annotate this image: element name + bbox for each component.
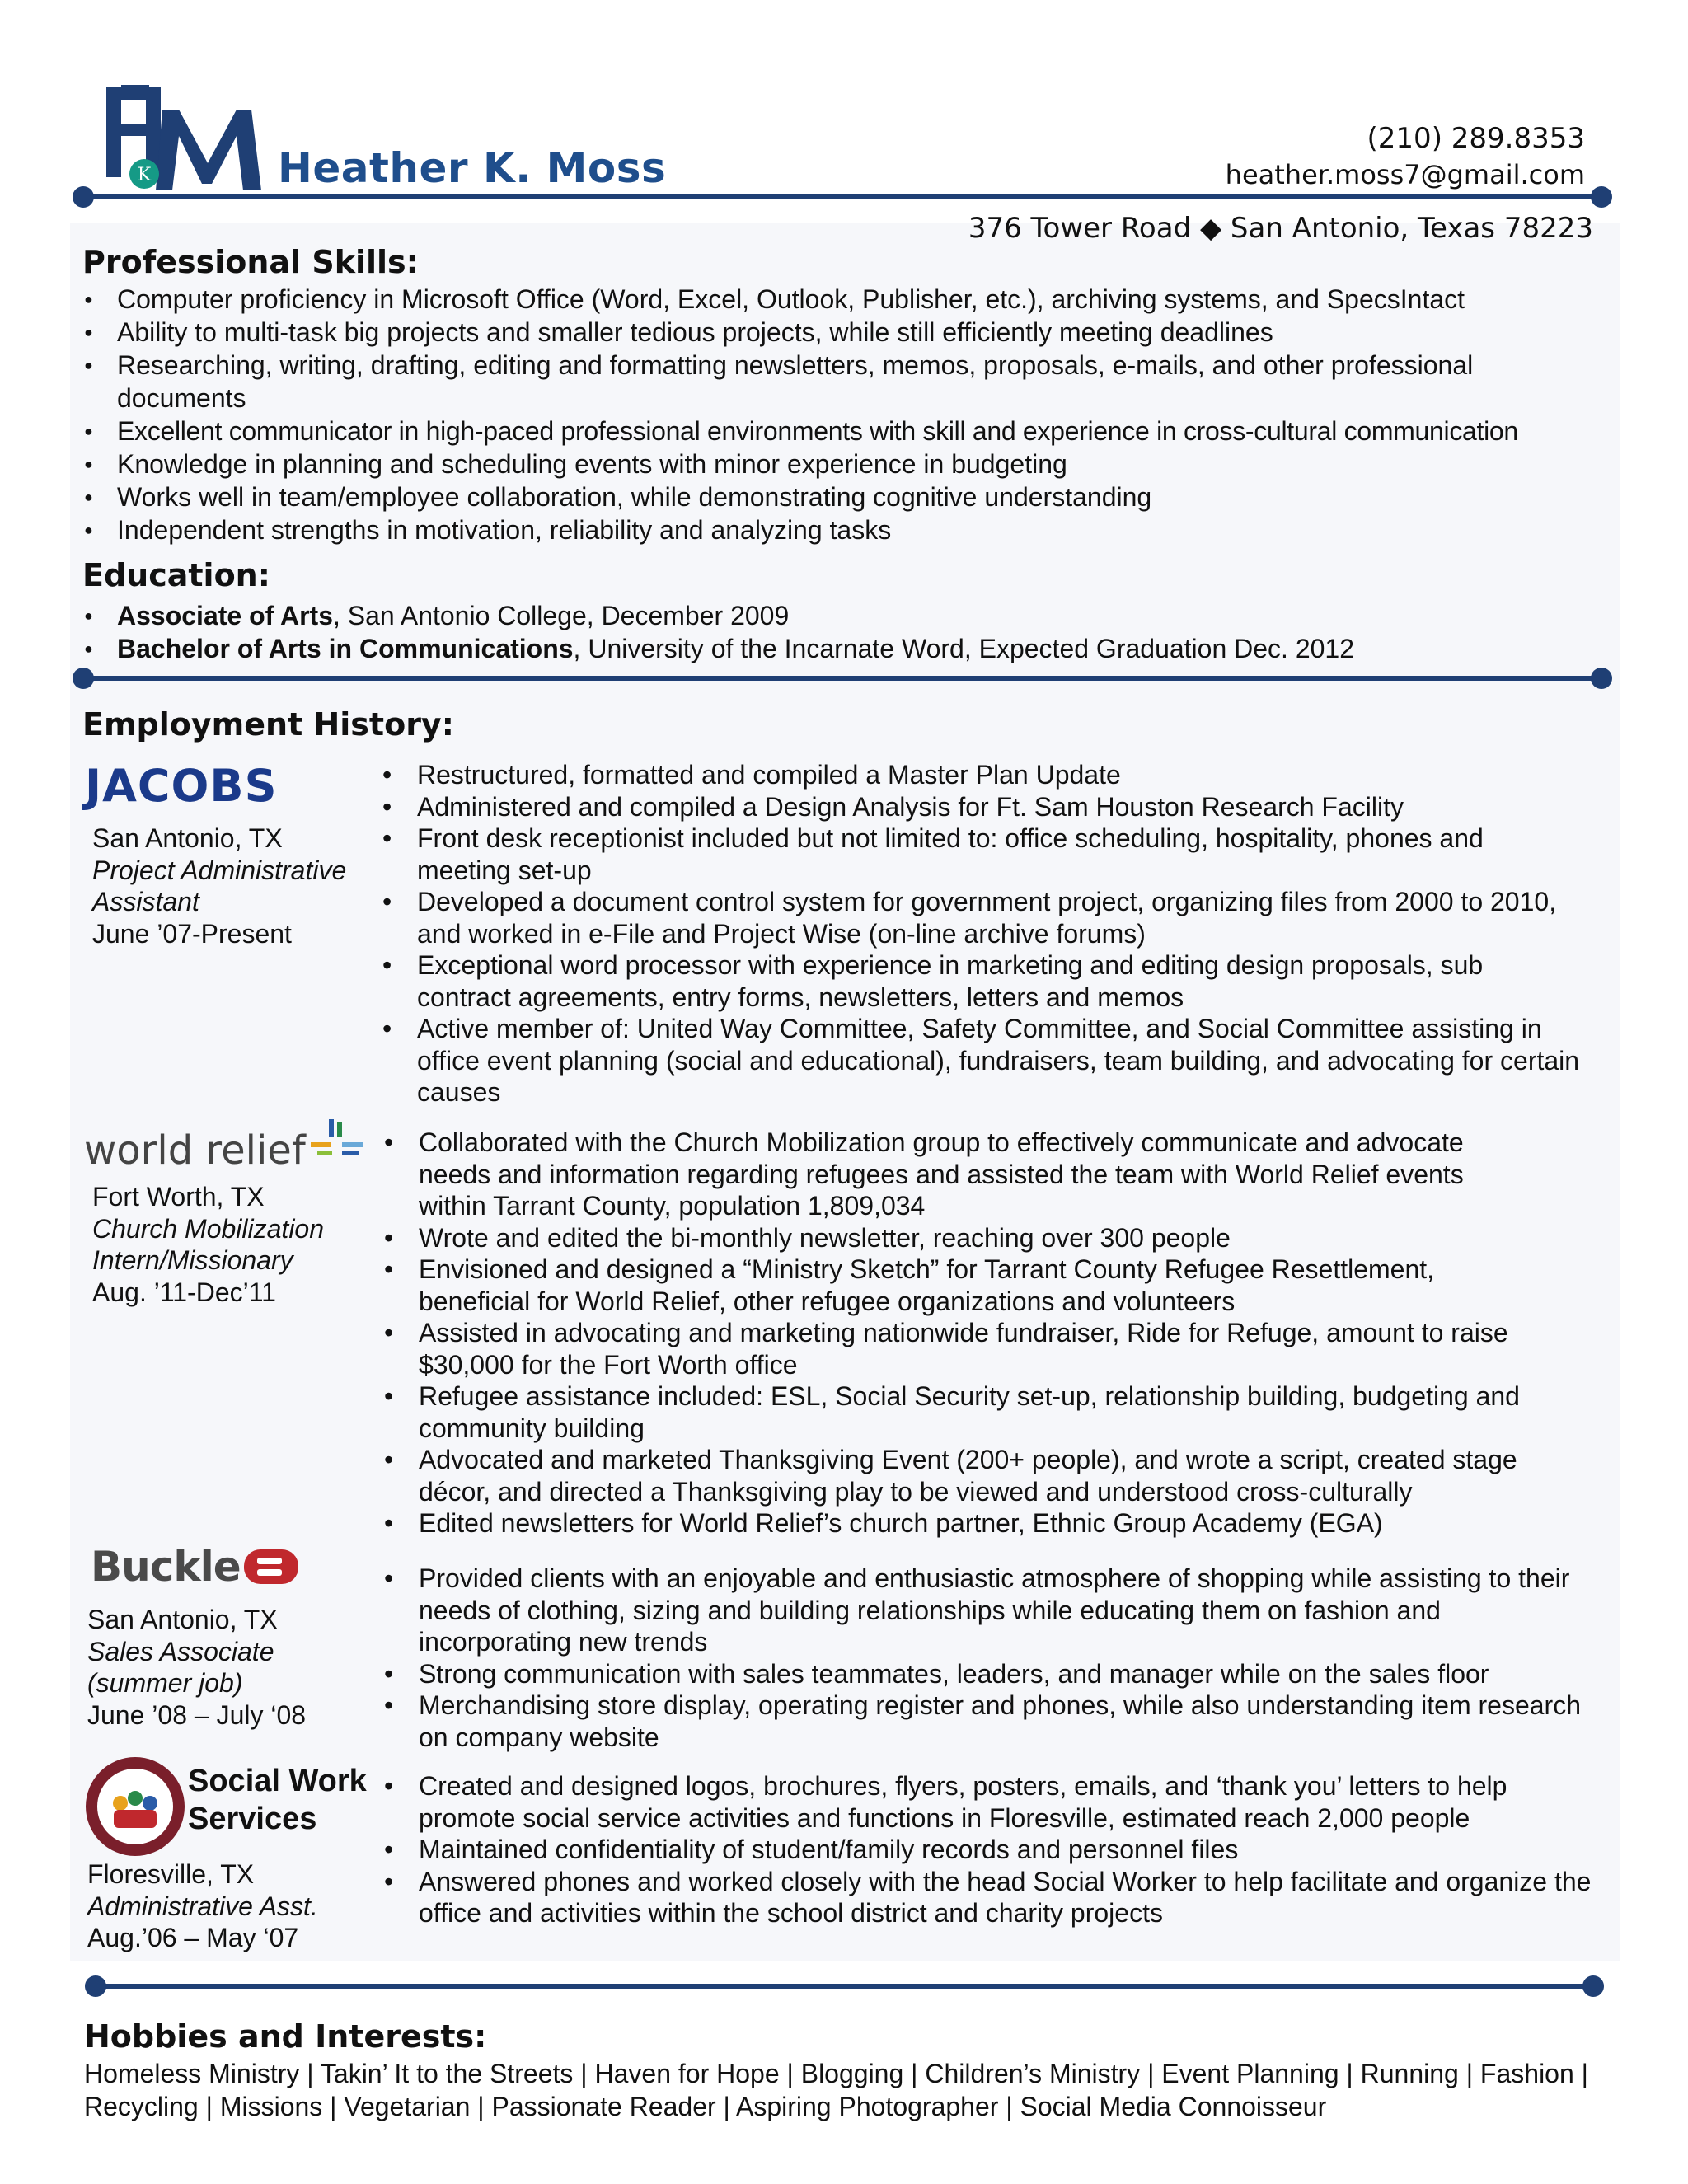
skill-item: ● Independent strengths in motivation, reliability and analyzing tasks (81, 513, 1630, 546)
job-bullet: • Envisioned and designed a “Ministry Sketch” for Tarrant County Refugee Resettlement, beneficial for World Relief, other refugee organizations and volunteers (377, 1254, 1614, 1317)
degree-details: , San Antonio College, December 2009 (333, 601, 790, 630)
job-bullet: • Developed a document control system for government project, organizing files from 2000 to 2010, and worked in e-File and Project Wise (on-line archive forums) (376, 886, 1612, 949)
degree-name: Bachelor of Arts in Communications (117, 634, 574, 663)
education-heading: Education: (82, 557, 270, 593)
skill-item: ● Researching, writing, drafting, editing and formatting newsletters, memos, proposals, e-mails, and other professional documents (81, 349, 1630, 415)
job-dates: Aug.’06 – May ‘07 (87, 1923, 299, 1952)
job-bullet: • Active member of: United Way Committee, Safety Committee, and Social Committee assisting in office event planning (social and educational), fundraisers, team building, and advocating for certain causes (376, 1013, 1612, 1108)
job-meta (87, 1858, 384, 1954)
job-bullet: • Merchandising store display, operating register and phones, while also understanding item research on company website (377, 1690, 1614, 1753)
job-meta (87, 1604, 359, 1731)
divider-dot-right (1591, 668, 1612, 689)
social-work-seal (84, 1755, 186, 1858)
job-role: Church Mobilization Intern/Missionary (92, 1213, 325, 1275)
job-bullets (377, 1127, 1614, 1540)
divider-dot-right (1582, 1975, 1604, 1997)
divider-dot-left (73, 668, 94, 689)
job-location: San Antonio, TX (92, 823, 283, 853)
job-bullet: • Strong communication with sales teammates, leaders, and manager while on the sales floor (377, 1658, 1614, 1690)
job-bullet: • Collaborated with the Church Mobilization group to effectively communicate and advocate needs and information regarding refugees and assisted the team with World Relief events within Tarrant County, population 1,809,034 (377, 1127, 1614, 1222)
divider-dot-left (85, 1975, 106, 1997)
job-bullet: • Provided clients with an enjoyable and enthusiastic atmosphere of shopping while assisting to their needs of clothing, sizing and building relationships while educating them on fashion and incorporating new trends (377, 1563, 1614, 1658)
header-divider (84, 194, 1601, 199)
svg-text:K: K (137, 165, 152, 185)
job-dates: June ’07-Present (92, 918, 292, 949)
hobbies-text: Homeless Ministry | Takin’ It to the Streets | Haven for Hope | Blogging | Children’s Ministry | Event Planning | Running | Fashion | Recycling | Missions | Vegetarian | Passionate Reader | Aspiring Photographer | Social Media Connoisseur (84, 2059, 1588, 2121)
hobbies-heading: Hobbies and Interests: (84, 2018, 487, 2055)
buckle-b-icon (244, 1548, 298, 1586)
job-bullet: • Maintained confidentiality of student/family records and personnel files (377, 1834, 1614, 1866)
skill-item: ● Computer proficiency in Microsoft Office (Word, Excel, Outlook, Publisher, etc.), archiving systems, and SpecsIntact (81, 283, 1630, 316)
job-meta (92, 1181, 364, 1308)
job-bullet: • Assisted in advocating and marketing nationwide fundraiser, Ride for Refuge, amount to raise $30,000 for the Fort Worth office (377, 1317, 1614, 1380)
job-bullet: • Created and designed logos, brochures, flyers, posters, emails, and ‘thank you’ letters to help promote social service activities and functions in Floresville, estimated reach 2,000 people (377, 1770, 1614, 1834)
education-item (81, 632, 1630, 665)
buckle-logo-text: Buckle (91, 1543, 241, 1591)
job-dates: June ’08 – July ‘08 (87, 1699, 307, 1730)
job-bullet: • Refugee assistance included: ESL, Social Security set-up, relationship building, budgeting and community building (377, 1380, 1614, 1444)
resume-name: Heather K. Moss (278, 144, 667, 192)
job-meta (92, 823, 364, 949)
job-bullet: • Advocated and marketed Thanksgiving Event (200+ people), and wrote a script, created stage décor, and directed a Thanksgiving play to be viewed and understood cross-culturally (377, 1444, 1614, 1507)
job-location: Floresville, TX (87, 1859, 255, 1889)
skill-item: ● Works well in team/employee collaboration, while demonstrating cognitive understanding (81, 480, 1630, 513)
job-bullet: • Edited newsletters for World Relief’s church partner, Ethnic Group Academy (EGA) (377, 1507, 1614, 1540)
jacobs-logo-text: JACOBS (85, 760, 278, 812)
job-location: San Antonio, TX (87, 1605, 278, 1634)
job-bullet: • Exceptional word processor with experience in marketing and editing design proposals, sub contract agreements, entry forms, newsletters, letters and memos (376, 949, 1612, 1013)
job-bullet: • Administered and compiled a Design Analysis for Ft. Sam Houston Research Facility (376, 791, 1612, 823)
job-bullets (377, 1770, 1614, 1929)
social-work-services-title: Social Work Services (188, 1764, 367, 1836)
divider-dot-right (1591, 186, 1612, 208)
job-bullet: • Answered phones and worked closely with the head Social Worker to help facilitate and organize the office and activities within the school district and charity projects (377, 1866, 1614, 1929)
skills-heading: Professional Skills: (82, 244, 419, 280)
job-bullets (376, 759, 1612, 1108)
job-role: Sales Associate (summer job) (87, 1636, 274, 1698)
job-bullets (377, 1563, 1614, 1753)
skill-item: ● Ability to multi-task big projects and smaller tedious projects, while still efficiently meeting deadlines (81, 316, 1630, 349)
section-divider (96, 1984, 1592, 1989)
skill-item: ● Excellent communicator in high-paced professional environments with skill and experience in cross-cultural communication (81, 415, 1630, 448)
street-address: 376 Tower Road ◆ San Antonio, Texas 78223 (968, 212, 1593, 245)
phone-number: (210) 289.8353 (1367, 122, 1585, 155)
job-bullet: • Front desk receptionist included but not limited to: office scheduling, hospitality, phones and meeting set-up (376, 823, 1612, 886)
job-bullet: • Restructured, formatted and compiled a Master Plan Update (376, 759, 1612, 791)
world-relief-mark-icon (309, 1119, 367, 1169)
hkm-monogram-logo (105, 85, 270, 192)
skills-list (81, 283, 1630, 546)
job-bullet: • Wrote and edited the bi-monthly newsletter, reaching over 300 people (377, 1222, 1614, 1254)
degree-details: , University of the Incarnate Word, Expected Graduation Dec. 2012 (573, 634, 1355, 663)
world-relief-logo-text: world relief (84, 1127, 306, 1174)
education-item (81, 599, 1630, 632)
job-role: Project Administrative Assistant (92, 855, 347, 916)
job-dates: Aug. ’11-Dec’11 (92, 1277, 276, 1307)
world-relief-logo (84, 1119, 367, 1174)
job-role: Administrative Asst. (87, 1891, 318, 1921)
divider-dot-left (73, 186, 94, 208)
buckle-logo (91, 1543, 298, 1591)
jacobs-logo (85, 760, 277, 812)
skill-item: ● Knowledge in planning and scheduling events with minor experience in budgeting (81, 448, 1630, 480)
education-list (81, 599, 1630, 665)
job-location: Fort Worth, TX (92, 1182, 265, 1212)
employment-heading: Employment History: (82, 706, 454, 743)
section-divider (84, 676, 1601, 681)
email-address[interactable]: heather.moss7@gmail.com (1225, 159, 1585, 190)
degree-name: Associate of Arts (117, 601, 333, 630)
